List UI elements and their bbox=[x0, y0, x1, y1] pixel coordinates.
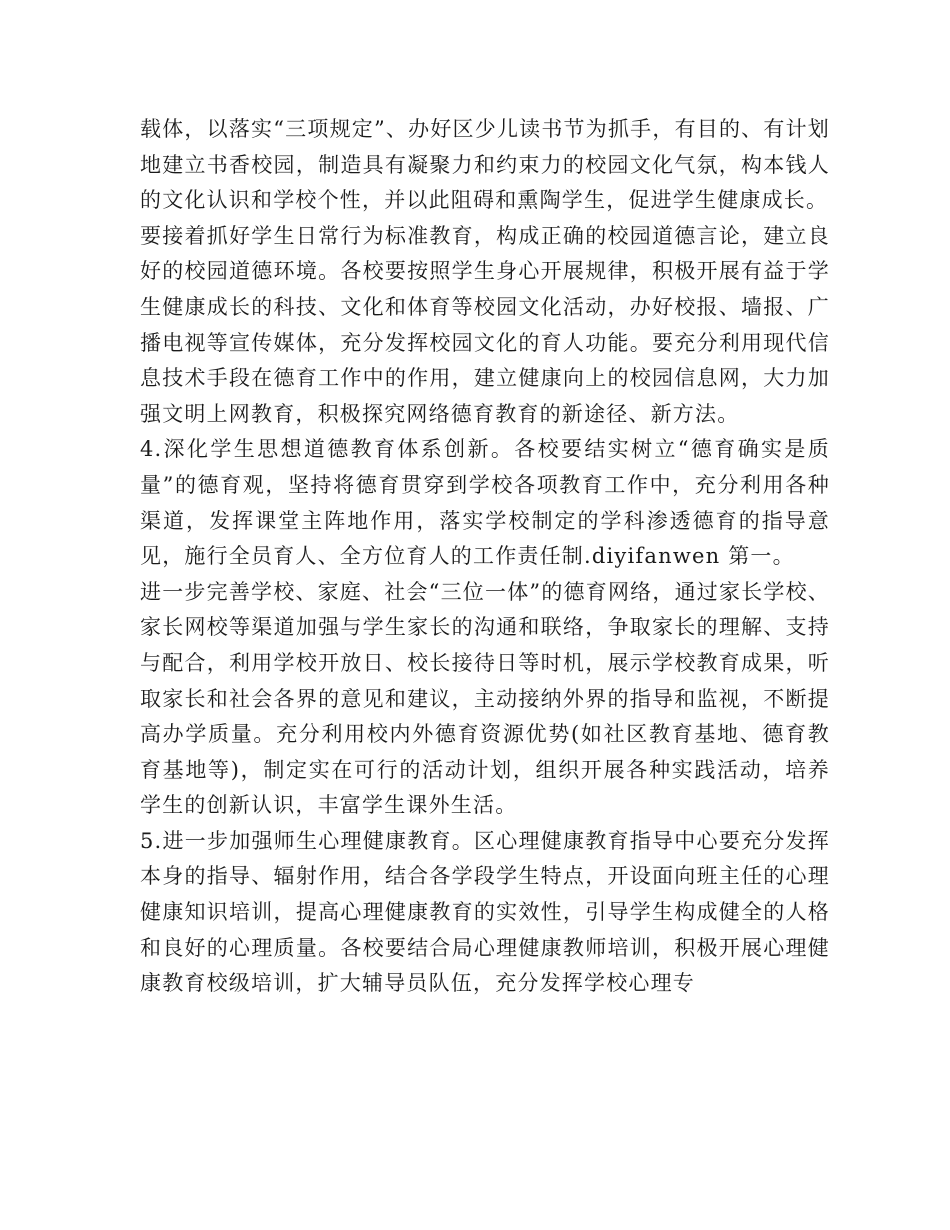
paragraph-behavior-education: 要接着抓好学生日常行为标准教育，构成正确的校园道德言论，建立良好的校园道德环境。各校要按照学生身心开展规律，积极开展有益于学生健康成长的科技、文化和体育等校园文化活动，办好校报、墙报、广播电视等宣传媒体，充分发挥校园文化的育人功能。要充分利用现代信息技术手段在德育工作中的作用，建立健康向上的校园信息网，大力加强文明上网教育，积极探究网络德育教育的新途径、新方法。 bbox=[140, 223, 830, 426]
paragraph-moral-education-system: 4.深化学生思想道德教育体系创新。各校要结实树立“德育确实是质量”的德育观，坚持将德育贯穿到学校各项教育工作中，充分利用各种渠道，发挥课堂主阵地作用，落实学校制定的学科渗透德育的指导意见，施行全员育人、全方位育人的工作责任制.diyifanwen 第一。 bbox=[140, 437, 830, 569]
paragraph-home-school-network: 进一步完善学校、家庭、社会“三位一体”的德育网络，通过家长学校、家长网校等渠道加强与学生家长的沟通和联络，争取家长的理解、支持与配合，利用学校开放日、校长接待日等时机，展示学校教育成果，听取家长和社会各界的意见和建议，主动接纳外界的指导和监视，不断提高办学质量。充分利用校内外德育资源优势(如社区教育基地、德育教育基地等)，制定实在可行的活动计划，组织开展各种实践活动，培养学生的创新认识，丰富学生课外生活。 bbox=[140, 579, 830, 818]
paragraph-mental-health: 5.进一步加强师生心理健康教育。区心理健康教育指导中心要充分发挥本身的指导、辐射作用，结合各学段学生特点，开设面向班主任的心理健康知识培训，提高心理健康教育的实效性，引导学生构成健全的人格和良好的心理质量。各校要结合局心理健康教师培训，积极开展心理健康教育校级培训，扩大辅导员队伍，充分发挥学校心理专 bbox=[140, 828, 830, 996]
document-body bbox=[140, 112, 830, 1002]
paragraph-campus-culture: 载体，以落实“三项规定”、办好区少儿读书节为抓手，有目的、有计划地建立书香校园，制造具有凝聚力和约束力的校园文化气氛，构本钱人的文化认识和学校个性，并以此阻碍和熏陶学生，促进学生健康成长。 bbox=[140, 117, 830, 213]
